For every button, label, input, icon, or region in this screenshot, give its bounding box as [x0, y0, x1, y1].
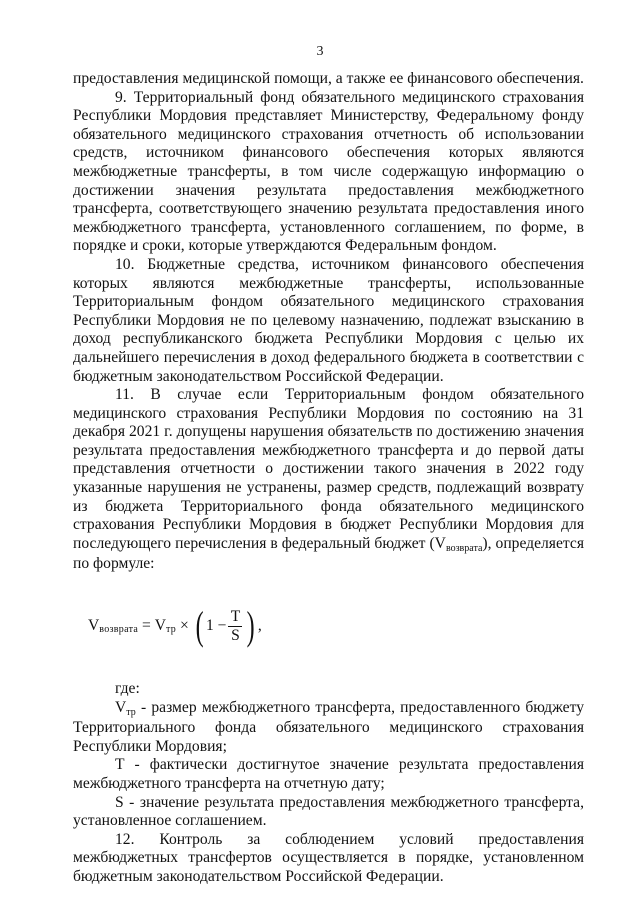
formula-rhs-subscript: тр	[165, 623, 177, 635]
document-body	[73, 70, 584, 887]
definition-v-subscript: тр	[126, 706, 136, 718]
formula-fraction	[228, 608, 242, 645]
formula-denominator: S	[231, 626, 240, 644]
formula	[73, 588, 584, 668]
formula-lhs-symbol: V	[88, 616, 100, 634]
definition-v-text: - размер межбюджетного трансферта, предоставленного бюджету Территориального фонда обязательного медицинского страхования Республики Мордовия;	[73, 698, 584, 755]
formula-equals: =	[138, 616, 155, 634]
definition-v	[73, 699, 584, 757]
paragraph-11-tail: ), определяется по формуле:	[73, 534, 584, 573]
formula-times: ×	[176, 616, 193, 634]
page-number: 3	[316, 44, 324, 59]
paragraph-9: 9. Территориальный фонд обязательного медицинского страхования Республики Мордовия представляет Министерству, Федеральному фонду обязательного медицинского страхования отчетность об использовании средств, источником финансового обеспечения которых являются межбюджетные трансферты, в том числе содержащую информацию о достижении значения результата предоставления межбюджетного трансферта, соответствующего значению результата предоставления иного межбюджетного трансферта, установленного соглашением, по форме, в порядке и сроки, которые утверждаются Федеральным фондом.	[73, 88, 584, 255]
formula-lhs-subscript: возврата	[99, 623, 139, 635]
formula-one-minus: 1 −	[205, 616, 227, 634]
definition-s: S - значение результата предоставления межбюджетного трансферта, установленное соглашением.	[73, 793, 584, 830]
paragraph-11	[73, 386, 584, 574]
paragraph-11-text: 11. В случае если Территориальным фондом обязательного медицинского страхования Республики Мордовия по состоянию на 31 декабря 2021 г. допущены нарушения обязательств по достижению значения результата предоставления межбюджетного трансферта и до первой даты представления отчетности о достижении такого значения в 2022 году указанные нарушения не устранены, размер средств, подлежащий возврату из бюджета Территориального фонда обязательного медицинского страхования Республики Мордовия в бюджет Республики Мордовия для последующего перечисления в федеральный бюджет (V	[73, 386, 584, 552]
formula-rhs-symbol: V	[154, 616, 166, 634]
paragraph-10: 10. Бюджетные средства, источником финансового обеспечения которых являются межбюджетные трансферты, использованные Территориальным фондом обязательного медицинского страхования Республики Мордовия не по целевому назначению, подлежат взысканию в доход республиканского бюджета Республики Мордовия с целью их дальнейшего перечисления в доход федерального бюджета в соответствии с бюджетным законодательством Российской Федерации.	[73, 255, 584, 385]
paragraph-11-subscript: возврата	[445, 542, 483, 554]
definition-t: Т - фактически достигнутое значение результата предоставления межбюджетного трансферта на отчетную дату;	[73, 756, 584, 792]
formula-numerator: T	[230, 607, 241, 625]
where-label: где:	[115, 680, 140, 698]
definition-v-symbol: V	[115, 698, 127, 716]
formula-expression	[88, 603, 262, 649]
formula-close-paren: )	[247, 603, 256, 649]
paragraph-continuation: предоставления медицинской помощи, а также ее финансового обеспечения.	[73, 70, 584, 87]
formula-open-paren: (	[195, 603, 204, 649]
formula-trailing-comma: ,	[257, 616, 262, 634]
paragraph-12: 12. Контроль за соблюдением условий предоставления межбюджетных трансфертов осуществляется в порядке, установленном бюджетным законодательством Российской Федерации.	[73, 830, 584, 885]
